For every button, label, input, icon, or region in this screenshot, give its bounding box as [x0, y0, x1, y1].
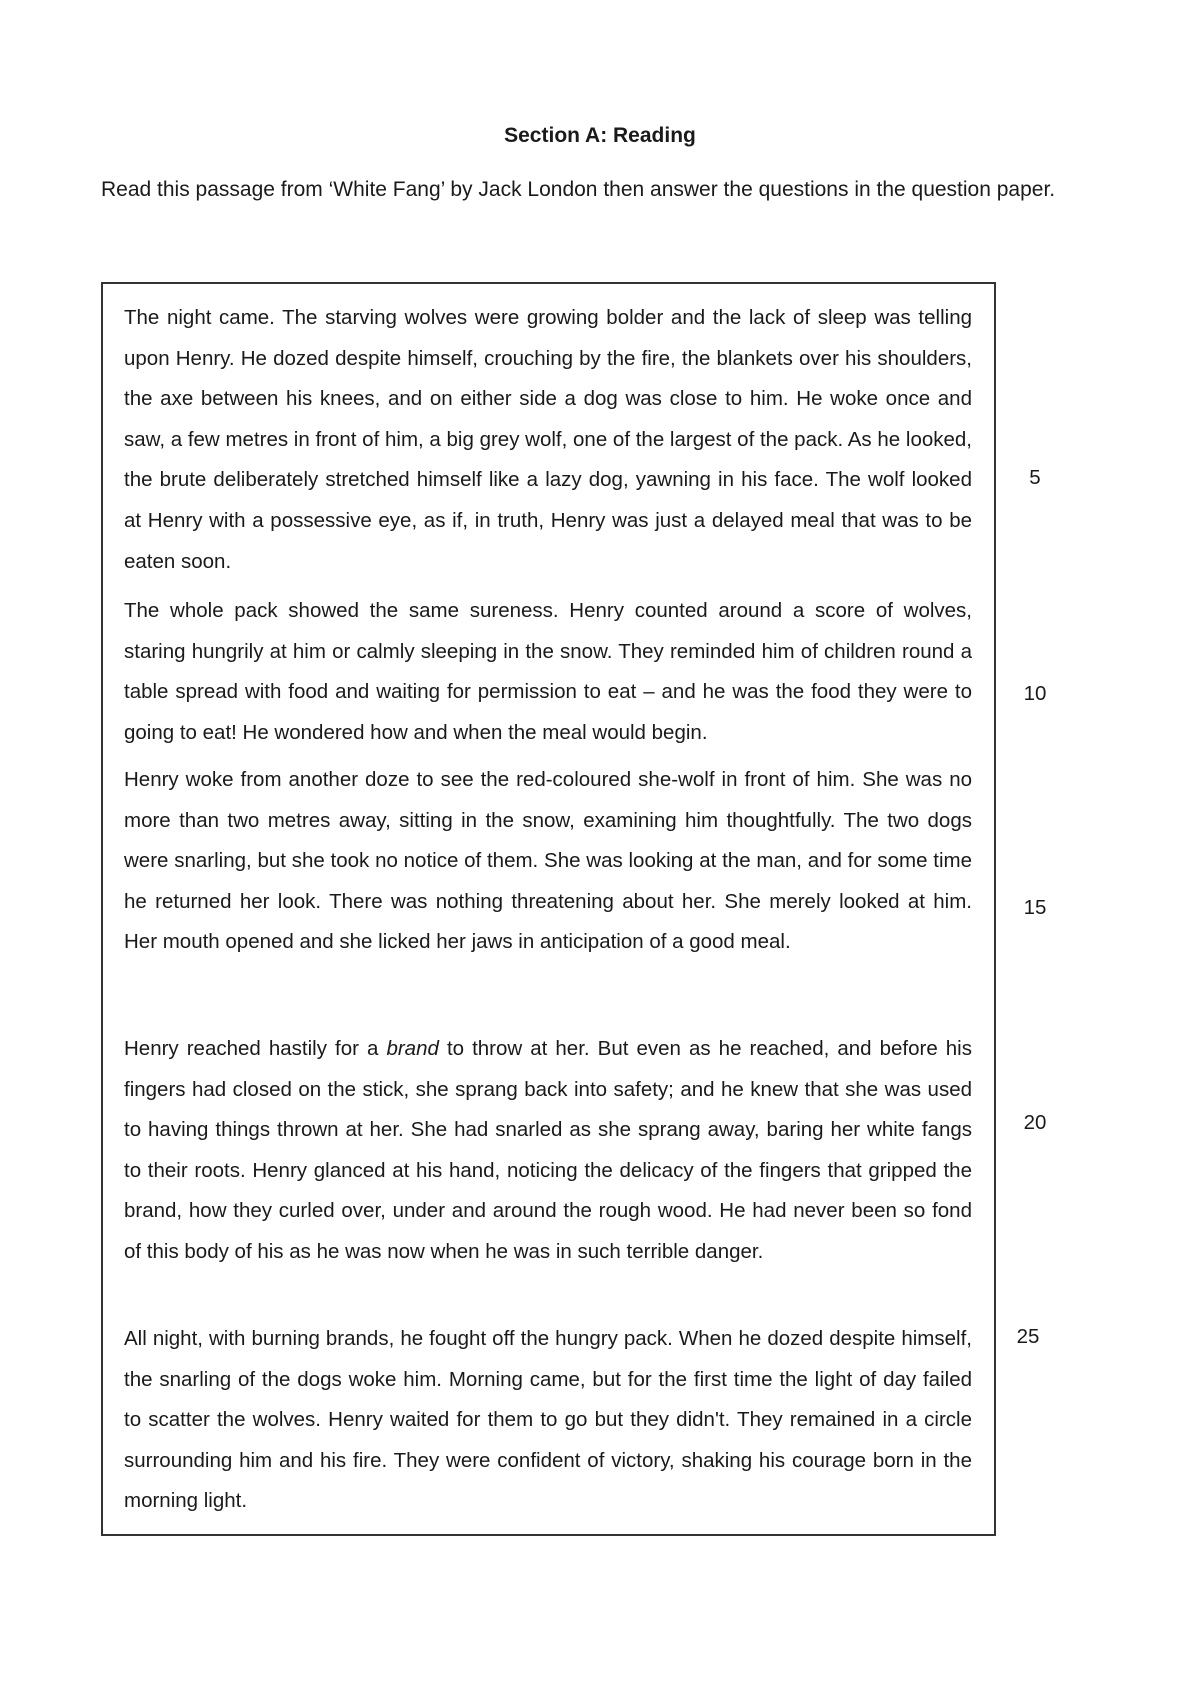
passage-paragraph-2: The whole pack showed the same sureness. Henry counted around a score of wolves, staring hungrily at him or calmly sleeping in the snow. They reminded him of children round a table spread with food and waiting for permission to eat – and he was the food they were to going to eat! He wondered how and when the meal would begin. — [124, 599, 972, 744]
paragraph-4-text-before: Henry reached hastily for a — [124, 1037, 387, 1060]
instructions-text: Read this passage from ‘White Fang’ by Jack London then answer the questions in the question paper. — [101, 178, 1056, 201]
passage-paragraph-3: Henry woke from another doze to see the red-coloured she-wolf in front of him. She was no more than two metres away, sitting in the snow, examining him thoughtfully. The two dogs were snarling, but she took no notice of them. She was looking at the man, and for some time he returned her look. There was nothing threatening about her. She merely looked at him. Her mouth opened and she licked her jaws in anticipation of a good meal. — [124, 768, 972, 954]
line-number-25: 25 — [1016, 1325, 1040, 1348]
passage-paragraph-5: All night, with burning brands, he fought off the hungry pack. When he dozed despite himself, the snarling of the dogs woke him. Morning came, but for the first time the light of day failed to scatter the wolves. Henry waited for them to go but they didn't. They remained in a circle surrounding him and his fire. They were confident of victory, shaking his courage born in the morning light. — [124, 1327, 972, 1513]
line-number-20: 20 — [1023, 1111, 1047, 1134]
paragraph-4-text-after: to throw at her. But even as he reached, and before his fingers had closed on the stick, she sprang back into safety; and he knew that she was used to having things thrown at her. She had snarled as she sprang away, baring her white fangs to their roots. Henry glanced at his hand, noticing the delicacy of the fingers that gripped the brand, how they curled over, under and around the rough wood. He had never been so fond of this body of his as he was now when he was in such terrible danger. — [124, 1037, 972, 1263]
passage-paragraph-4 — [124, 1029, 972, 1273]
paragraph-4-italic-word: brand — [386, 1037, 439, 1060]
section-title: Section A: Reading — [504, 124, 696, 147]
line-number-5: 5 — [1029, 466, 1041, 489]
passage-paragraph-1: The night came. The starving wolves were growing bolder and the lack of sleep was telling upon Henry. He dozed despite himself, crouching by the fire, the blankets over his shoulders, the axe between his knees, and on either side a dog was close to him. He woke once and saw, a few metres in front of him, a big grey wolf, one of the largest of the pack. As he looked, the brute deliberately stretched himself like a lazy dog, yawning in his face. The wolf looked at Henry with a possessive eye, as if, in truth, Henry was just a delayed meal that was to be eaten soon. — [124, 306, 972, 573]
line-number-15: 15 — [1023, 896, 1047, 919]
line-number-10: 10 — [1023, 682, 1047, 705]
